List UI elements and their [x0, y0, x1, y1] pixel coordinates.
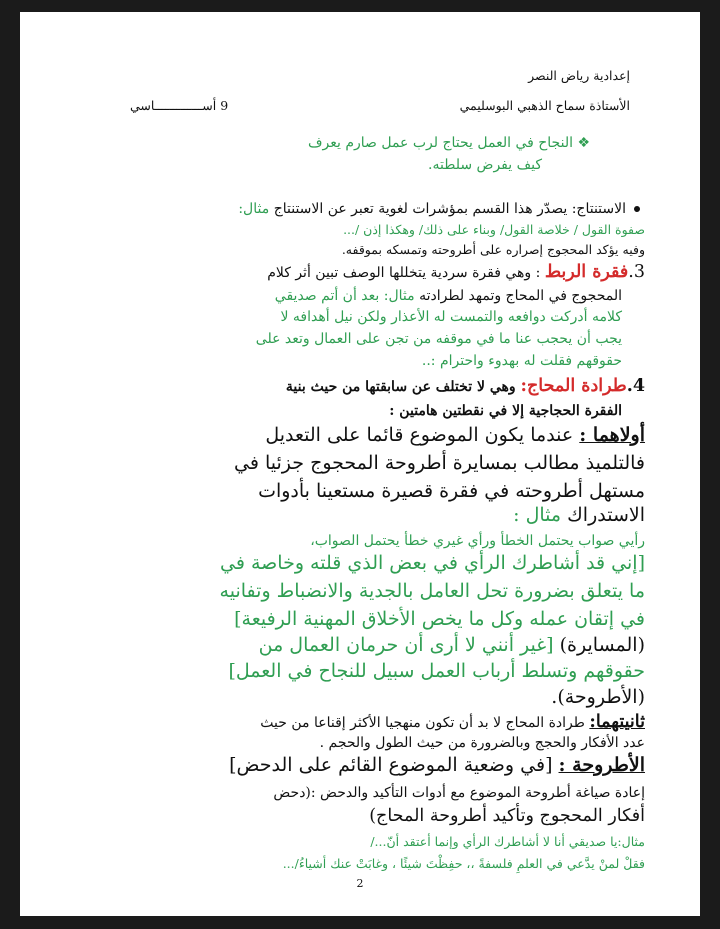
conclusion-line-3: وفيه يؤكد المحجوج إصراره على أطروحته وتمسكه بموقفه.: [341, 242, 645, 257]
first-line-4: [78, 506, 645, 525]
bullet-icon: [634, 206, 640, 212]
first-example-label: مثال :: [513, 504, 568, 526]
thesis-line-2: إعادة صياغة أطروحة الموضوع مع أدوات التأكيد والدحض :(دحض: [273, 785, 645, 801]
first-label: أولاهما :: [579, 424, 645, 446]
conclusion-example-label: مثال:: [238, 201, 270, 217]
thesis-text-1: [في وضعية الموضوع القائم على الدحض]: [229, 754, 559, 776]
section4-line-2: الفقرة الحجاجية إلا في نقطتين هامتين :: [389, 403, 622, 419]
grade-label: 9 أســـــــــــــاسي: [130, 98, 229, 113]
first-line-1: [78, 426, 645, 445]
second-text-1: طرادة المحاج لا بد أن تكون منهجيا الأكثر إقناعا من حيث: [260, 715, 590, 731]
section4-number: 4.: [626, 376, 645, 396]
section3-line-2: [78, 289, 622, 303]
first-example-text-5: [غير أنني لا أرى أن حرمان العمال من: [258, 634, 554, 656]
section3-line-3: كلامه أدركت دوافعه والتمست له الأعذار ولكن نيل أهدافه لا: [280, 309, 622, 325]
first-line-3: مستهل أطروحته في فقرة قصيرة مستعينا بأدوات: [258, 480, 645, 502]
section3-text-1: : وهي فقرة سردية يتخللها الوصف تبين أثر كلام: [267, 265, 545, 281]
first-text-1: عندما يكون الموضوع قائما على التعديل: [265, 424, 580, 446]
quote-symbol: ❖: [577, 135, 590, 151]
section4-text-1: وهي لا تختلف عن سابقتها من حيث بنية: [285, 379, 521, 395]
first-example-line-6: حقوقهم وتسلط أرباب العمل سبيل للنجاح في العمل]: [228, 660, 645, 682]
school-name: إعدادية رياض النصر: [528, 68, 630, 83]
second-line-2: عدد الأفكار والحجج وبالضرورة من حيث الطول والحجم .: [319, 735, 645, 751]
first-text-4: الاستدراك: [567, 504, 645, 526]
thesis-example-line-2: فقلْ لمنْ يدَّعي في العلمِ فلسفةً ،، حفِظْتَ شيئًا ، وغابَتْ عنك أشياءُ/...: [282, 856, 645, 871]
section3-example: مثال: بعد أن أتم صديقي: [274, 288, 420, 304]
thesis-line-1: [78, 756, 645, 775]
first-example-line-5: [78, 636, 645, 655]
thesis-label: الأطروحة :: [558, 754, 645, 776]
second-label: ثانيتهما:: [589, 712, 645, 732]
section3-line-1: [78, 264, 645, 282]
first-example-line-3: ما يتعلق بضرورة تحل العامل بالجدية والانضباط وتفانيه: [219, 580, 645, 602]
document-page: [20, 12, 700, 916]
conclusion-line-1: [78, 202, 640, 216]
second-line-1: [78, 714, 645, 732]
first-example-line-4: في إتقان عمله وكل ما يخص الأخلاق المهنية الرفيعة]: [234, 608, 645, 630]
first-example-line-1: رأيي صواب يحتمل الخطأ ورأي غيري خطأ يحتمل الصواب،: [310, 533, 645, 549]
first-line-2: فالتلميذ مطالب بمسايرة أطروحة المحجوج جزئيا في: [234, 452, 645, 474]
section4-line-1: [78, 378, 645, 396]
section3-number: 3.: [628, 262, 645, 282]
thesis-line-3: أفكار المحجوج وتأكيد أطروحة المحاج): [369, 806, 645, 826]
quote-text-1: النجاح في العمل يحتاج لرب عمل صارم يعرف: [307, 135, 573, 151]
conclusion-line-2: صفوة القول / خلاصة القول/ وبناء على ذلك/ وهكذا إذن /...: [343, 222, 645, 237]
page-number: 2: [356, 877, 364, 890]
section3-text-2: المحجوج في المحاج وتمهد لطرادته: [419, 288, 622, 304]
section3-line-5: حقوقهم فقلت له بهدوء واحترام :..: [421, 353, 622, 369]
conclusion-text: الاستنتاج: يصدّر هذا القسم بمؤشرات لغوية تعبر عن الاستنتاج: [273, 201, 626, 217]
quote-line-1: [78, 136, 590, 150]
section4-title: طرادة المحاج:: [520, 376, 627, 396]
section3-line-4: يجب أن يحجب عنا ما في موقفه من تجن على العمال وتعد على: [255, 331, 622, 347]
concession-label: (المسايرة): [553, 634, 645, 656]
first-example-line-7: (الأطروحة).: [551, 686, 645, 708]
first-example-line-2: [إني قد أشاطرك الرأي في بعض الذي قلته وخاصة في: [220, 552, 645, 574]
section3-title: فقرة الربط: [544, 262, 629, 282]
teacher-name: الأستاذة سماح الذهبي البوسليمي: [459, 98, 630, 113]
thesis-example-line-1: مثال:يا صديقي أنا لا أشاطرك الرأي وإنما أعتقد أنّ.../: [370, 834, 645, 849]
quote-line-2: كيف يفرض سلطته.: [428, 157, 542, 173]
